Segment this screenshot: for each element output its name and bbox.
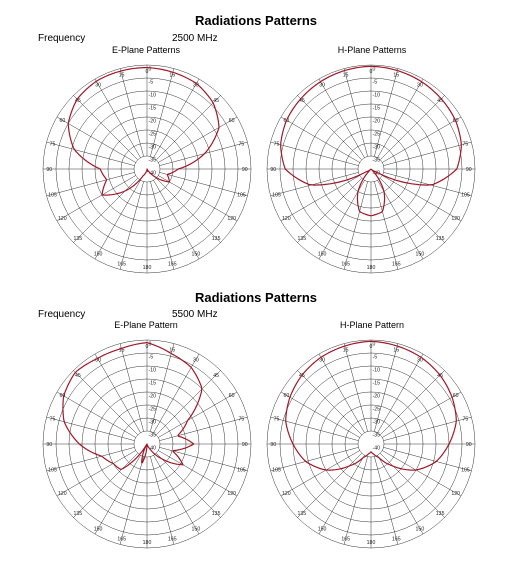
- radial-tick-label: -20: [148, 118, 156, 125]
- angle-tick-label: 60: [59, 393, 66, 400]
- angle-tick-label: 15: [393, 72, 400, 79]
- angle-tick-label: 15: [342, 72, 349, 79]
- angle-tick-label: 105: [237, 467, 246, 474]
- angle-tick-label: 90: [465, 442, 472, 448]
- angle-tick-label: 165: [341, 536, 351, 543]
- angle-tick-label: 165: [117, 536, 127, 543]
- angle-tick-label: 135: [211, 511, 221, 518]
- angle-tick-label: 180: [142, 539, 152, 546]
- angle-tick-label: 75: [49, 416, 56, 423]
- angle-tick-label: 30: [95, 357, 102, 364]
- angle-tick-label: 0: [145, 69, 149, 76]
- angle-tick-label: 75: [462, 141, 469, 148]
- angle-tick-label: 60: [59, 118, 66, 125]
- radial-tick-label: 0: [372, 341, 376, 348]
- radial-tick-label: -40: [372, 445, 380, 452]
- angle-tick-label: 150: [93, 251, 103, 258]
- angle-tick-label: 60: [452, 393, 459, 400]
- radial-tick-label: -15: [372, 105, 380, 112]
- angle-tick-label: 105: [272, 192, 281, 199]
- angle-tick-label: 60: [452, 118, 459, 125]
- radial-tick-label: -15: [148, 105, 156, 112]
- angle-tick-label: 90: [465, 167, 472, 173]
- angle-tick-label: 150: [191, 251, 201, 258]
- angle-tick-label: 90: [46, 167, 53, 173]
- angle-tick-label: 120: [282, 215, 291, 222]
- radial-tick-label: -35: [148, 157, 156, 164]
- angle-tick-label: 45: [213, 372, 220, 379]
- angle-tick-label: 75: [273, 416, 280, 423]
- angle-tick-label: 30: [319, 357, 326, 364]
- radial-tick-label: -25: [148, 131, 156, 138]
- angle-tick-label: 150: [415, 526, 425, 533]
- angle-tick-label: 90: [270, 167, 277, 173]
- angle-tick-label: 75: [273, 141, 280, 148]
- angle-tick-label: 120: [227, 215, 236, 222]
- angle-tick-label: 165: [391, 261, 401, 268]
- radial-tick-label: 0: [372, 66, 376, 73]
- chart-title-e-plane-2500: E-Plane Patterns: [111, 45, 181, 55]
- angle-tick-label: 45: [213, 97, 220, 104]
- angle-tick-label: 75: [238, 141, 245, 148]
- angle-tick-label: 150: [93, 526, 103, 533]
- angle-tick-label: 30: [416, 357, 423, 364]
- radial-tick-label: -10: [148, 367, 156, 374]
- radial-tick-label: -30: [148, 144, 156, 151]
- angle-tick-label: 165: [167, 536, 177, 543]
- angle-tick-label: 165: [167, 261, 177, 268]
- radial-tick-label: -25: [372, 406, 380, 413]
- angle-tick-label: 150: [191, 526, 201, 533]
- grid-ring: [358, 431, 384, 457]
- angle-tick-label: 60: [228, 118, 235, 125]
- angle-tick-label: 75: [238, 416, 245, 423]
- angle-tick-label: 135: [297, 236, 307, 243]
- angle-tick-label: 165: [341, 261, 351, 268]
- radial-tick-label: -10: [372, 92, 380, 99]
- angle-tick-label: 120: [227, 490, 236, 497]
- angle-tick-label: 180: [366, 264, 376, 271]
- radial-tick-label: 0: [148, 66, 152, 73]
- angle-tick-label: 60: [283, 393, 290, 400]
- chart-title-h-plane-5500: H-Plane Pattern: [339, 320, 405, 330]
- angle-tick-label: 75: [462, 416, 469, 423]
- radial-tick-label: -10: [372, 367, 380, 374]
- radial-tick-label: -30: [372, 419, 380, 426]
- angle-tick-label: 105: [461, 467, 470, 474]
- radial-tick-label: -20: [372, 118, 380, 125]
- radial-tick-label: -35: [372, 432, 380, 439]
- angle-tick-label: 135: [211, 236, 221, 243]
- radial-tick-label: -25: [148, 406, 156, 413]
- angle-tick-label: 135: [297, 511, 307, 518]
- angle-tick-label: 165: [117, 261, 127, 268]
- angle-tick-label: 15: [118, 72, 125, 79]
- angle-tick-label: 105: [461, 192, 470, 199]
- chart-title-e-plane-5500: E-Plane Pattern: [114, 320, 178, 330]
- angle-tick-label: 45: [437, 97, 444, 104]
- angle-tick-label: 105: [48, 192, 57, 199]
- radial-tick-label: -15: [372, 380, 380, 387]
- angle-tick-label: 150: [317, 526, 327, 533]
- radial-tick-label: -5: [148, 354, 154, 361]
- radial-tick-label: -30: [372, 144, 380, 151]
- angle-tick-label: 135: [73, 511, 83, 518]
- angle-tick-label: 135: [73, 236, 83, 243]
- radial-tick-label: -5: [372, 79, 378, 86]
- angle-tick-label: 60: [228, 393, 235, 400]
- angle-tick-label: 75: [49, 141, 56, 148]
- angle-tick-label: 45: [298, 372, 305, 379]
- grid-spoke: [380, 370, 444, 434]
- radial-tick-label: -35: [148, 432, 156, 439]
- angle-tick-label: 150: [317, 251, 327, 258]
- frequency-value-5500: 5500 MHz: [172, 309, 218, 320]
- angle-tick-label: 30: [192, 357, 199, 364]
- frequency-label-2500: Frequency: [38, 33, 86, 44]
- angle-tick-label: 105: [48, 467, 57, 474]
- radial-tick-label: -5: [148, 79, 154, 86]
- section-title-2500: Radiations Patterns: [194, 13, 318, 28]
- radial-tick-label: -25: [372, 131, 380, 138]
- angle-tick-label: 150: [415, 251, 425, 258]
- angle-tick-label: 135: [435, 511, 445, 518]
- radial-tick-label: -20: [372, 393, 380, 400]
- angle-tick-label: 30: [416, 82, 423, 89]
- section-title-5500: Radiations Patterns: [194, 290, 318, 305]
- angle-tick-label: 15: [169, 72, 176, 79]
- radial-tick-label: -35: [372, 157, 380, 164]
- chart-title-h-plane-2500: H-Plane Patterns: [337, 45, 407, 55]
- angle-tick-label: 120: [58, 490, 67, 497]
- angle-tick-label: 0: [369, 69, 373, 76]
- radial-tick-label: -30: [148, 419, 156, 426]
- radial-tick-label: -10: [148, 92, 156, 99]
- angle-tick-label: 90: [270, 442, 277, 448]
- angle-tick-label: 120: [451, 215, 460, 222]
- angle-tick-label: 15: [342, 347, 349, 354]
- angle-tick-label: 120: [282, 490, 291, 497]
- angle-tick-label: 45: [298, 97, 305, 104]
- angle-tick-label: 90: [46, 442, 53, 448]
- angle-tick-label: 15: [393, 347, 400, 354]
- angle-tick-label: 0: [369, 344, 373, 351]
- angle-tick-label: 90: [241, 167, 248, 173]
- angle-tick-label: 60: [283, 118, 290, 125]
- angle-tick-label: 30: [319, 82, 326, 89]
- radial-tick-label: -40: [372, 170, 380, 177]
- angle-tick-label: 135: [435, 236, 445, 243]
- radial-tick-label: 0: [148, 341, 152, 348]
- angle-tick-label: 180: [142, 264, 152, 271]
- angle-tick-label: 105: [272, 467, 281, 474]
- angle-tick-label: 180: [366, 539, 376, 546]
- radial-tick-label: -40: [148, 170, 156, 177]
- angle-tick-label: 0: [145, 344, 149, 351]
- radial-tick-label: -40: [148, 445, 156, 452]
- angle-tick-label: 90: [241, 442, 248, 448]
- angle-tick-label: 105: [237, 192, 246, 199]
- grid-spoke: [297, 370, 361, 434]
- angle-tick-label: 165: [391, 536, 401, 543]
- angle-tick-label: 15: [169, 347, 176, 354]
- angle-tick-label: 30: [192, 82, 199, 89]
- radial-tick-label: -15: [148, 380, 156, 387]
- angle-tick-label: 45: [437, 372, 444, 379]
- frequency-label-5500: Frequency: [38, 309, 86, 320]
- radial-tick-label: -20: [148, 393, 156, 400]
- frequency-value-2500: 2500 MHz: [172, 33, 218, 44]
- angle-tick-label: 45: [74, 97, 81, 104]
- angle-tick-label: 120: [451, 490, 460, 497]
- angle-tick-label: 30: [95, 82, 102, 89]
- angle-tick-label: 45: [74, 372, 81, 379]
- angle-tick-label: 15: [118, 347, 125, 354]
- radial-tick-label: -5: [372, 354, 378, 361]
- angle-tick-label: 120: [58, 215, 67, 222]
